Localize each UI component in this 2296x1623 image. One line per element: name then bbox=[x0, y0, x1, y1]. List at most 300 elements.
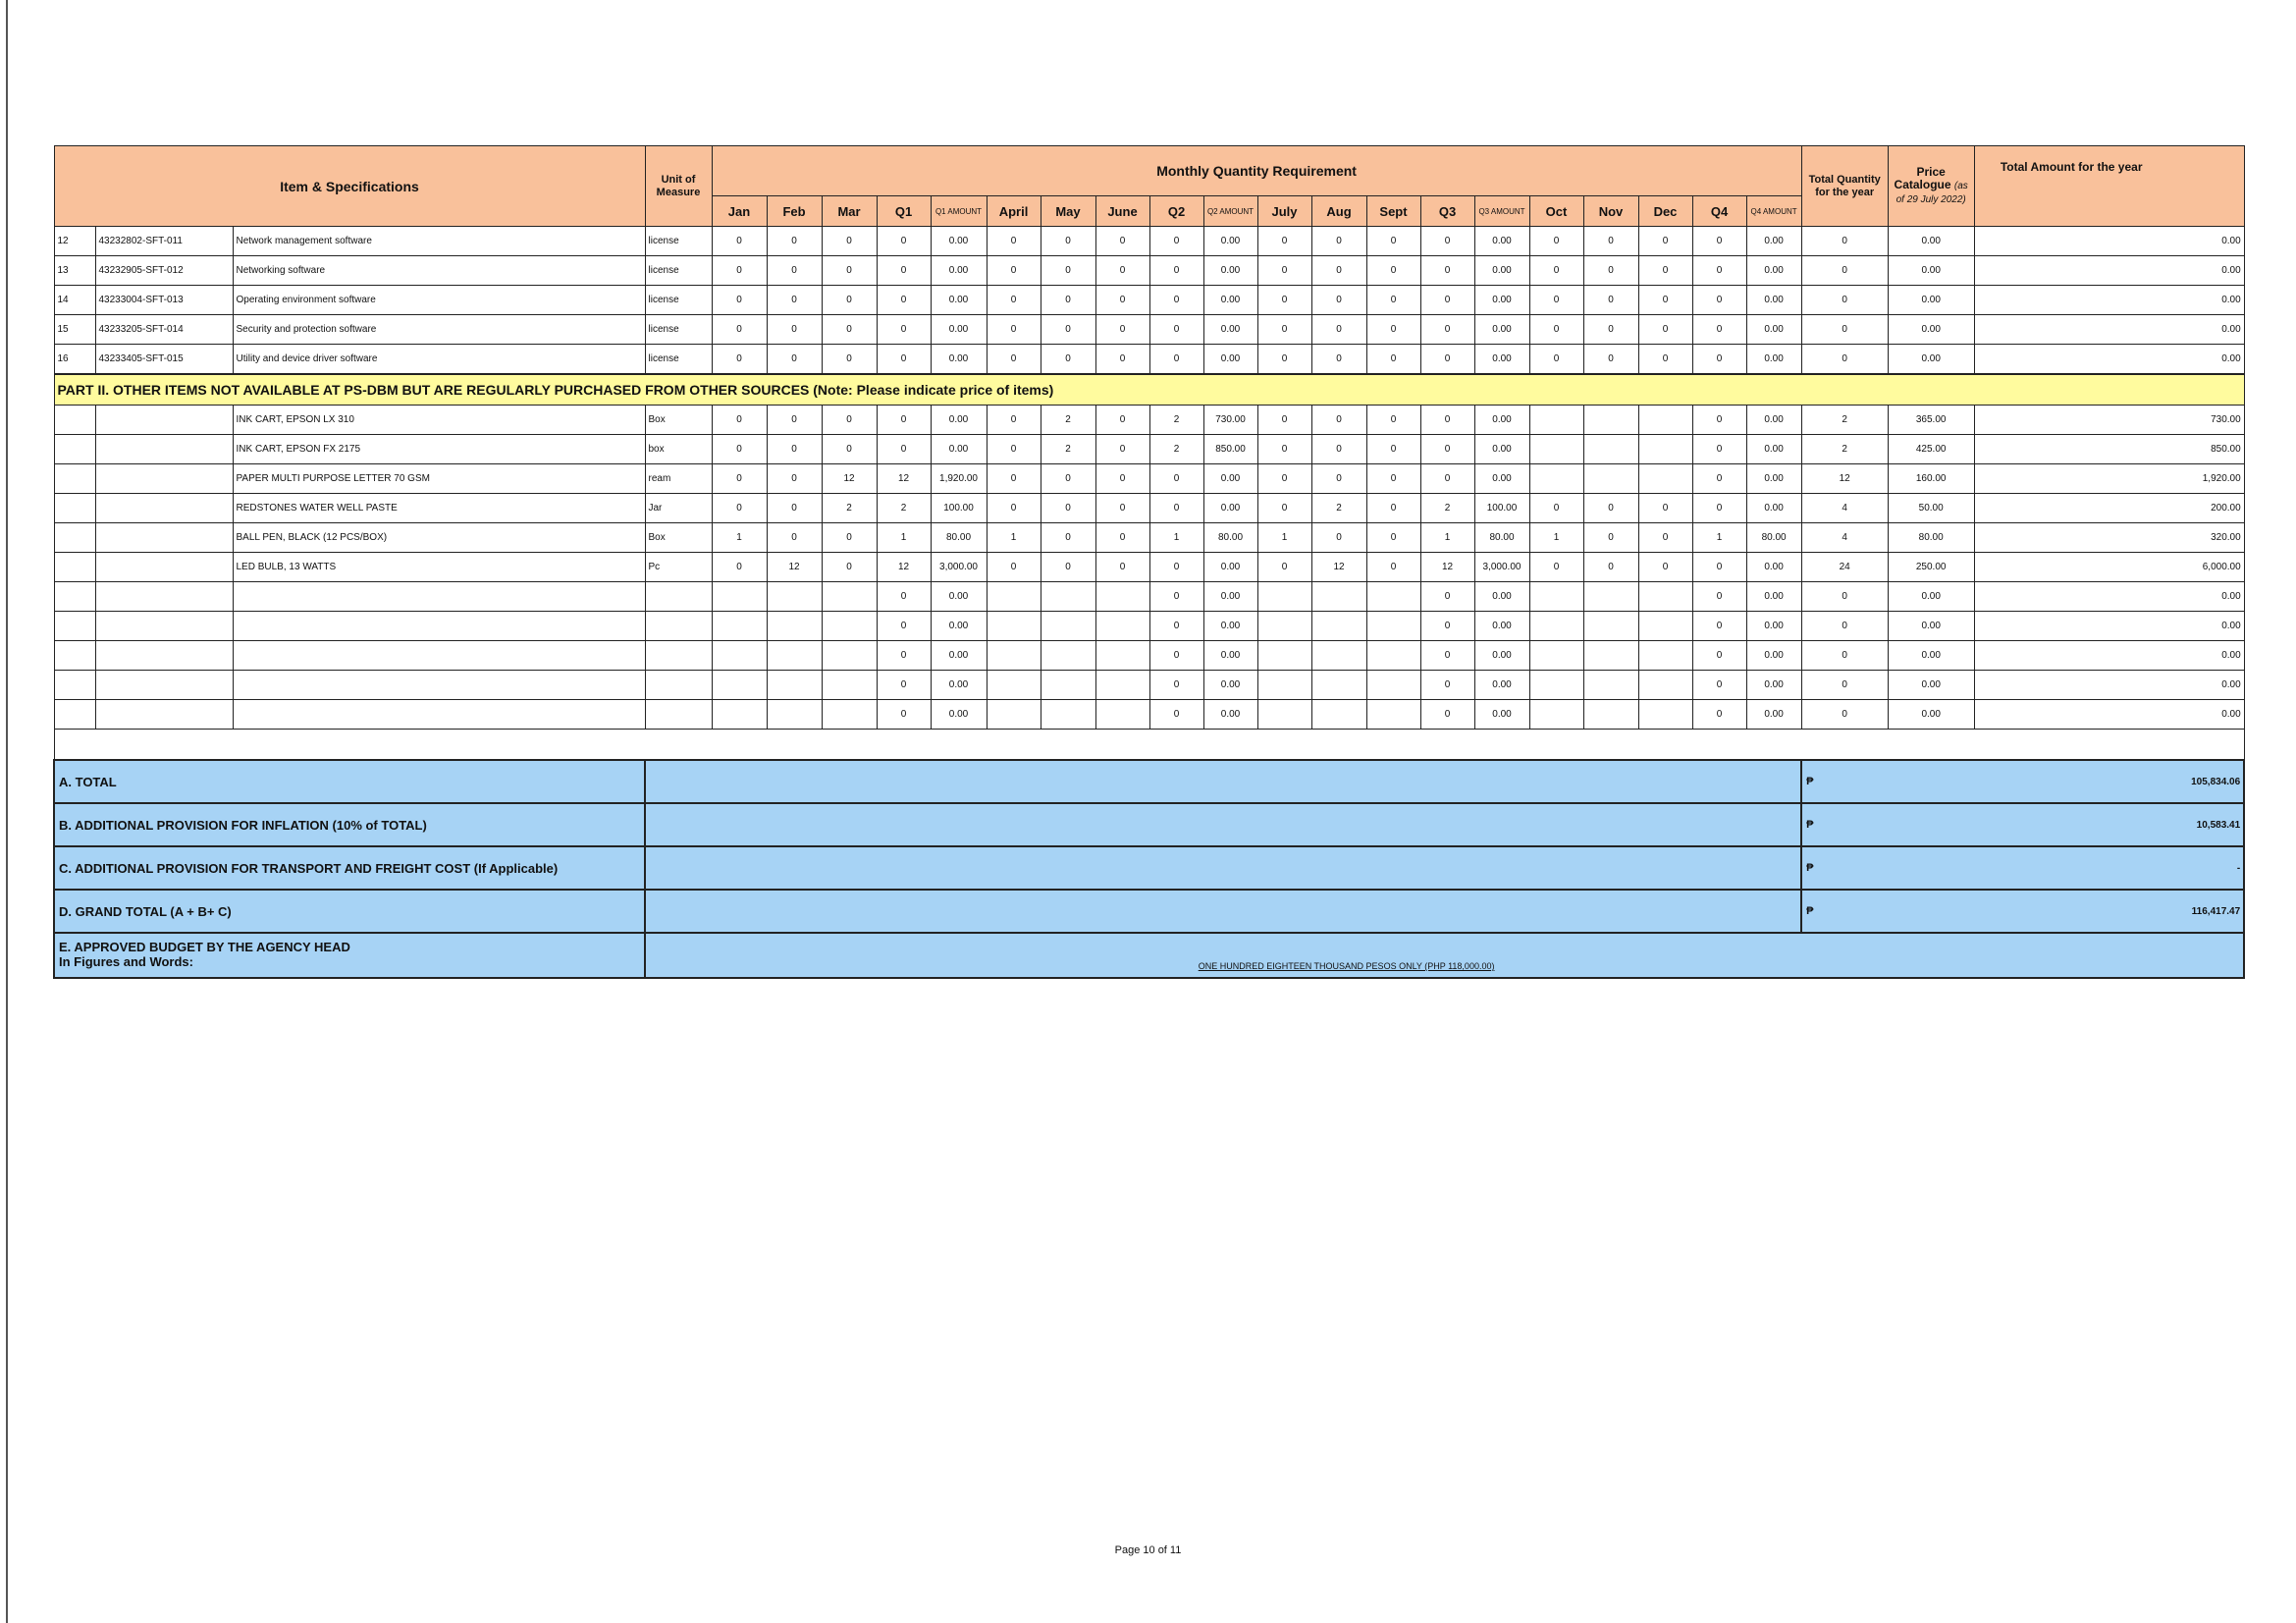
month-value: 12 bbox=[877, 464, 931, 494]
price-value: 0.00 bbox=[1888, 612, 1974, 641]
month-value: 0 bbox=[822, 286, 877, 315]
month-value: 0 bbox=[1149, 671, 1203, 700]
month-value: 0.00 bbox=[1746, 464, 1801, 494]
month-value: 0 bbox=[1583, 345, 1638, 375]
row-number-blank bbox=[54, 494, 95, 523]
month-value: 0 bbox=[877, 582, 931, 612]
month-value: 0.00 bbox=[1203, 315, 1257, 345]
month-value: 0 bbox=[987, 464, 1041, 494]
month-value: 0 bbox=[1257, 315, 1311, 345]
month-value: 0 bbox=[1420, 641, 1474, 671]
month-value: 0 bbox=[767, 227, 822, 256]
month-value: 0 bbox=[1257, 553, 1311, 582]
month-header-1: Feb bbox=[767, 196, 822, 227]
approved-budget-line1: E. APPROVED BUDGET BY THE AGENCY HEAD bbox=[59, 940, 350, 954]
month-value: 0 bbox=[987, 286, 1041, 315]
month-value bbox=[1638, 464, 1692, 494]
month-value bbox=[822, 612, 877, 641]
month-value: 0 bbox=[767, 256, 822, 286]
month-value: 0.00 bbox=[1474, 345, 1529, 375]
month-value: 0 bbox=[767, 345, 822, 375]
month-value: 0 bbox=[1041, 227, 1095, 256]
item-spec-header: Item & Specifications bbox=[54, 146, 645, 227]
month-value bbox=[1366, 582, 1420, 612]
unit-header: Unit of Measure bbox=[645, 146, 712, 227]
transport-c-blank bbox=[645, 846, 1801, 890]
item-code: 43233004-SFT-013 bbox=[95, 286, 233, 315]
month-value bbox=[822, 582, 877, 612]
month-value: 0 bbox=[877, 315, 931, 345]
month-value: 0 bbox=[1692, 435, 1746, 464]
month-value bbox=[1583, 700, 1638, 730]
month-value: 0.00 bbox=[931, 256, 987, 286]
month-value bbox=[767, 582, 822, 612]
unit-of-measure bbox=[645, 700, 712, 730]
month-header-0: Jan bbox=[712, 196, 767, 227]
month-value: 0.00 bbox=[1203, 256, 1257, 286]
month-value bbox=[822, 671, 877, 700]
month-value bbox=[1257, 641, 1311, 671]
month-value: 0.00 bbox=[1203, 553, 1257, 582]
month-value: 0 bbox=[1257, 345, 1311, 375]
table-row bbox=[54, 612, 2244, 641]
month-value bbox=[1529, 671, 1583, 700]
item-description: Utility and device driver software bbox=[233, 345, 645, 375]
grand-total-d-value: 116,417.47 bbox=[1888, 890, 2244, 933]
month-value: 0 bbox=[822, 406, 877, 435]
total-quantity: 4 bbox=[1801, 494, 1888, 523]
month-value: 0 bbox=[1366, 286, 1420, 315]
month-value bbox=[1638, 582, 1692, 612]
month-value: 0 bbox=[1095, 523, 1149, 553]
month-value: 0 bbox=[767, 435, 822, 464]
month-value: 0 bbox=[877, 345, 931, 375]
month-value: 0 bbox=[1311, 464, 1366, 494]
month-value: 0 bbox=[1692, 612, 1746, 641]
month-value: 0 bbox=[1149, 553, 1203, 582]
month-value: 0 bbox=[1692, 256, 1746, 286]
month-value: 0 bbox=[712, 553, 767, 582]
inflation-b-peso: ₱ bbox=[1801, 803, 1888, 846]
month-value: 0 bbox=[1692, 494, 1746, 523]
month-value: 0 bbox=[1366, 523, 1420, 553]
month-value: 0.00 bbox=[931, 435, 987, 464]
month-value: 3,000.00 bbox=[1474, 553, 1529, 582]
row-number: 15 bbox=[54, 315, 95, 345]
total-amount: 0.00 bbox=[1974, 641, 2244, 671]
month-value: 0.00 bbox=[1474, 582, 1529, 612]
item-description bbox=[233, 671, 645, 700]
month-value: 0 bbox=[1366, 553, 1420, 582]
unit-of-measure: license bbox=[645, 345, 712, 375]
month-value: 0 bbox=[1095, 435, 1149, 464]
total-quantity: 2 bbox=[1801, 406, 1888, 435]
month-value: 0 bbox=[767, 523, 822, 553]
month-value: 0 bbox=[1149, 286, 1203, 315]
month-value: 0 bbox=[1420, 227, 1474, 256]
table-row bbox=[54, 227, 2244, 256]
month-header-6: May bbox=[1041, 196, 1095, 227]
month-value bbox=[1638, 700, 1692, 730]
unit-of-measure bbox=[645, 641, 712, 671]
item-code: 43232905-SFT-012 bbox=[95, 256, 233, 286]
month-value: 0 bbox=[1692, 582, 1746, 612]
unit-of-measure: ream bbox=[645, 464, 712, 494]
month-value: 12 bbox=[877, 553, 931, 582]
month-value: 0 bbox=[712, 345, 767, 375]
part2-title: PART II. OTHER ITEMS NOT AVAILABLE AT PS-DBM BUT ARE REGULARLY PURCHASED FROM OTHER SOURCES (Note: Please indicate price of items) bbox=[54, 374, 2244, 406]
month-value: 0 bbox=[1420, 582, 1474, 612]
monthly-requirement-header: Monthly Quantity Requirement bbox=[712, 146, 1801, 196]
price-date-note: (as of 29 July 2022) bbox=[1896, 181, 1968, 205]
month-value: 0 bbox=[1257, 286, 1311, 315]
month-value bbox=[1257, 612, 1311, 641]
month-header-16: Nov bbox=[1583, 196, 1638, 227]
month-value: 0 bbox=[1529, 553, 1583, 582]
month-value: 0 bbox=[712, 227, 767, 256]
month-value: 0 bbox=[1692, 700, 1746, 730]
month-value: 0 bbox=[1095, 256, 1149, 286]
month-value bbox=[1583, 582, 1638, 612]
month-value: 0.00 bbox=[1474, 406, 1529, 435]
month-value: 0 bbox=[1149, 494, 1203, 523]
month-value bbox=[1529, 612, 1583, 641]
month-value: 0 bbox=[1095, 464, 1149, 494]
total-amount: 0.00 bbox=[1974, 345, 2244, 375]
month-value bbox=[1257, 582, 1311, 612]
month-value: 0 bbox=[712, 464, 767, 494]
month-value: 0 bbox=[877, 435, 931, 464]
table-row bbox=[54, 315, 2244, 345]
month-value: 0 bbox=[1095, 345, 1149, 375]
month-value: 730.00 bbox=[1203, 406, 1257, 435]
month-value: 2 bbox=[877, 494, 931, 523]
month-value: 0 bbox=[987, 553, 1041, 582]
month-value bbox=[1311, 700, 1366, 730]
month-value bbox=[1095, 700, 1149, 730]
month-value bbox=[1583, 641, 1638, 671]
month-value: 0 bbox=[877, 227, 931, 256]
month-value bbox=[1583, 464, 1638, 494]
month-value bbox=[987, 612, 1041, 641]
month-header-13: Q3 bbox=[1420, 196, 1474, 227]
month-value bbox=[1311, 612, 1366, 641]
month-value: 0 bbox=[1692, 553, 1746, 582]
month-value: 0.00 bbox=[931, 315, 987, 345]
month-value: 0 bbox=[1420, 464, 1474, 494]
month-value: 0 bbox=[1041, 494, 1095, 523]
item-description bbox=[233, 582, 645, 612]
month-value: 0 bbox=[1149, 345, 1203, 375]
row-number-blank bbox=[54, 700, 95, 730]
month-value: 0.00 bbox=[931, 700, 987, 730]
month-value: 0 bbox=[712, 406, 767, 435]
month-value: 0.00 bbox=[931, 582, 987, 612]
month-value: 0 bbox=[1583, 256, 1638, 286]
row-number-blank bbox=[54, 464, 95, 494]
month-value: 0.00 bbox=[1474, 435, 1529, 464]
month-value: 0.00 bbox=[1474, 671, 1529, 700]
month-value: 2 bbox=[1420, 494, 1474, 523]
item-code-blank bbox=[95, 523, 233, 553]
month-value: 0 bbox=[877, 700, 931, 730]
unit-of-measure: license bbox=[645, 315, 712, 345]
month-value bbox=[1366, 671, 1420, 700]
transport-c-peso: ₱ bbox=[1801, 846, 1888, 890]
month-value: 0 bbox=[1311, 256, 1366, 286]
month-value bbox=[712, 641, 767, 671]
month-value: 1 bbox=[987, 523, 1041, 553]
month-value bbox=[1638, 435, 1692, 464]
price-header-label: Price Catalogue bbox=[1894, 165, 1951, 191]
month-value: 0 bbox=[822, 315, 877, 345]
total-a-value: 105,834.06 bbox=[1888, 760, 2244, 803]
month-value: 0 bbox=[1366, 435, 1420, 464]
month-value: 0.00 bbox=[1746, 256, 1801, 286]
month-value: 0 bbox=[822, 227, 877, 256]
total-a-blank bbox=[645, 760, 1801, 803]
month-value: 0 bbox=[1366, 315, 1420, 345]
month-value: 0 bbox=[1149, 641, 1203, 671]
month-value: 0 bbox=[1420, 345, 1474, 375]
month-value: 0 bbox=[1257, 227, 1311, 256]
month-value: 0 bbox=[1366, 494, 1420, 523]
month-value: 0 bbox=[767, 406, 822, 435]
price-value: 0.00 bbox=[1888, 582, 1974, 612]
month-value bbox=[1311, 582, 1366, 612]
month-header-2: Mar bbox=[822, 196, 877, 227]
month-value: 0 bbox=[1095, 406, 1149, 435]
month-value: 0 bbox=[1420, 315, 1474, 345]
month-value bbox=[1095, 612, 1149, 641]
unit-of-measure: license bbox=[645, 256, 712, 286]
total-amount: 730.00 bbox=[1974, 406, 2244, 435]
unit-of-measure: Box bbox=[645, 523, 712, 553]
table-row bbox=[54, 256, 2244, 286]
month-value: 0 bbox=[1692, 464, 1746, 494]
scan-edge-line bbox=[6, 0, 8, 1623]
month-value: 0 bbox=[712, 494, 767, 523]
month-value: 0 bbox=[877, 256, 931, 286]
table-row bbox=[54, 494, 2244, 523]
month-value bbox=[1638, 406, 1692, 435]
row-number-blank bbox=[54, 641, 95, 671]
month-value bbox=[1311, 641, 1366, 671]
month-value: 0.00 bbox=[1746, 406, 1801, 435]
month-value bbox=[1257, 671, 1311, 700]
month-value: 0 bbox=[1095, 494, 1149, 523]
month-value: 2 bbox=[822, 494, 877, 523]
month-value: 0.00 bbox=[931, 286, 987, 315]
month-value: 850.00 bbox=[1203, 435, 1257, 464]
month-header-8: Q2 bbox=[1149, 196, 1203, 227]
month-value: 0.00 bbox=[1203, 494, 1257, 523]
month-header-12: Sept bbox=[1366, 196, 1420, 227]
price-value: 0.00 bbox=[1888, 315, 1974, 345]
month-header-15: Oct bbox=[1529, 196, 1583, 227]
total-quantity: 0 bbox=[1801, 612, 1888, 641]
table-row bbox=[54, 464, 2244, 494]
transport-c-label: C. ADDITIONAL PROVISION FOR TRANSPORT AND FREIGHT COST (If Applicable) bbox=[54, 846, 645, 890]
month-value: 3,000.00 bbox=[931, 553, 987, 582]
total-quantity: 0 bbox=[1801, 345, 1888, 375]
approved-budget-words: ONE HUNDRED EIGHTEEN THOUSAND PESOS ONLY (PHP 118,000.00) bbox=[1198, 961, 1495, 971]
month-value: 0 bbox=[1529, 494, 1583, 523]
month-value bbox=[1257, 700, 1311, 730]
month-value bbox=[1095, 641, 1149, 671]
month-value: 0 bbox=[877, 286, 931, 315]
month-value: 0.00 bbox=[1746, 671, 1801, 700]
month-value: 0 bbox=[767, 464, 822, 494]
month-value: 0 bbox=[1149, 464, 1203, 494]
month-value: 0 bbox=[767, 315, 822, 345]
month-value: 0 bbox=[987, 256, 1041, 286]
total-amount: 0.00 bbox=[1974, 582, 2244, 612]
month-value: 0 bbox=[1041, 523, 1095, 553]
unit-of-measure bbox=[645, 612, 712, 641]
month-value: 0.00 bbox=[1203, 227, 1257, 256]
month-value: 0 bbox=[877, 406, 931, 435]
month-value: 0.00 bbox=[1746, 227, 1801, 256]
month-value: 0 bbox=[1257, 464, 1311, 494]
month-value: 0 bbox=[1583, 553, 1638, 582]
row-number: 14 bbox=[54, 286, 95, 315]
month-value: 0 bbox=[1149, 256, 1203, 286]
table-row bbox=[54, 641, 2244, 671]
month-value: 0 bbox=[822, 256, 877, 286]
month-value: 2 bbox=[1149, 435, 1203, 464]
approved-budget-e-text bbox=[59, 934, 641, 969]
month-value bbox=[1095, 671, 1149, 700]
month-value bbox=[987, 582, 1041, 612]
month-value: 0 bbox=[1041, 315, 1095, 345]
month-value: 0 bbox=[1420, 671, 1474, 700]
row-number-blank bbox=[54, 406, 95, 435]
item-description: Operating environment software bbox=[233, 286, 645, 315]
total-amount: 1,920.00 bbox=[1974, 464, 2244, 494]
month-value bbox=[1041, 612, 1095, 641]
month-value: 0 bbox=[1692, 641, 1746, 671]
month-value: 0 bbox=[1692, 671, 1746, 700]
month-value: 0 bbox=[1529, 286, 1583, 315]
month-header-19: Q4 AMOUNT bbox=[1746, 196, 1801, 227]
month-value: 0.00 bbox=[1203, 612, 1257, 641]
total-amount: 0.00 bbox=[1974, 286, 2244, 315]
month-value: 0.00 bbox=[1203, 700, 1257, 730]
month-value: 1 bbox=[1529, 523, 1583, 553]
month-value bbox=[1529, 700, 1583, 730]
month-value: 0 bbox=[1692, 286, 1746, 315]
month-value: 0.00 bbox=[1474, 641, 1529, 671]
table-row bbox=[54, 582, 2244, 612]
month-value bbox=[1638, 612, 1692, 641]
month-value: 0 bbox=[1311, 315, 1366, 345]
month-value: 0 bbox=[1638, 227, 1692, 256]
month-value: 0 bbox=[767, 286, 822, 315]
item-description: Network management software bbox=[233, 227, 645, 256]
month-value: 0 bbox=[1257, 406, 1311, 435]
month-value: 0 bbox=[712, 256, 767, 286]
month-value: 0 bbox=[1149, 700, 1203, 730]
month-value: 0 bbox=[1366, 464, 1420, 494]
month-value: 0 bbox=[1095, 315, 1149, 345]
row-number-blank bbox=[54, 612, 95, 641]
unit-of-measure bbox=[645, 582, 712, 612]
month-value bbox=[1638, 671, 1692, 700]
approved-budget-words-cell bbox=[645, 933, 2244, 978]
month-value: 0 bbox=[1692, 406, 1746, 435]
ppmp-table bbox=[53, 145, 2245, 979]
month-value bbox=[1529, 406, 1583, 435]
month-value: 0 bbox=[1529, 345, 1583, 375]
total-a-peso: ₱ bbox=[1801, 760, 1888, 803]
month-value: 0 bbox=[712, 435, 767, 464]
month-value bbox=[767, 671, 822, 700]
item-description: INK CART, EPSON FX 2175 bbox=[233, 435, 645, 464]
item-code-blank bbox=[95, 671, 233, 700]
month-header-4: Q1 AMOUNT bbox=[931, 196, 987, 227]
month-value bbox=[1638, 641, 1692, 671]
month-value bbox=[822, 641, 877, 671]
month-value: 0 bbox=[1041, 286, 1095, 315]
month-value bbox=[1529, 464, 1583, 494]
total-quantity: 0 bbox=[1801, 286, 1888, 315]
month-value: 0 bbox=[987, 227, 1041, 256]
month-value: 0.00 bbox=[931, 641, 987, 671]
month-value: 100.00 bbox=[1474, 494, 1529, 523]
month-value: 0 bbox=[1311, 345, 1366, 375]
total-quantity: 4 bbox=[1801, 523, 1888, 553]
month-value: 12 bbox=[767, 553, 822, 582]
month-value bbox=[987, 641, 1041, 671]
month-value: 0 bbox=[987, 435, 1041, 464]
item-description: REDSTONES WATER WELL PASTE bbox=[233, 494, 645, 523]
price-value: 160.00 bbox=[1888, 464, 1974, 494]
month-value: 0 bbox=[767, 494, 822, 523]
month-value: 0 bbox=[1041, 256, 1095, 286]
row-number-blank bbox=[54, 671, 95, 700]
month-value bbox=[1041, 700, 1095, 730]
month-value: 80.00 bbox=[1203, 523, 1257, 553]
item-description: PAPER MULTI PURPOSE LETTER 70 GSM bbox=[233, 464, 645, 494]
month-value: 2 bbox=[1041, 406, 1095, 435]
unit-of-measure: Box bbox=[645, 406, 712, 435]
month-value: 0 bbox=[1529, 256, 1583, 286]
price-catalogue-header bbox=[1888, 146, 1974, 227]
month-value bbox=[1041, 671, 1095, 700]
month-value: 0 bbox=[1149, 227, 1203, 256]
month-value: 0 bbox=[1095, 553, 1149, 582]
price-value: 0.00 bbox=[1888, 641, 1974, 671]
price-value: 0.00 bbox=[1888, 227, 1974, 256]
price-value: 50.00 bbox=[1888, 494, 1974, 523]
total-quantity: 12 bbox=[1801, 464, 1888, 494]
approved-budget-e-label bbox=[54, 933, 645, 978]
month-value: 0 bbox=[1311, 286, 1366, 315]
month-value: 0 bbox=[1583, 315, 1638, 345]
month-value bbox=[1095, 582, 1149, 612]
total-amount-header: Total Amount for the year bbox=[1974, 146, 2244, 227]
item-code: 43233405-SFT-015 bbox=[95, 345, 233, 375]
page-number: Page 10 of 11 bbox=[1114, 1544, 1182, 1556]
grand-total-d-label: D. GRAND TOTAL (A + B+ C) bbox=[54, 890, 645, 933]
month-value: 0 bbox=[712, 315, 767, 345]
month-value bbox=[1041, 582, 1095, 612]
month-value: 0.00 bbox=[1203, 286, 1257, 315]
table-row bbox=[54, 435, 2244, 464]
unit-of-measure: license bbox=[645, 286, 712, 315]
inflation-b-label: B. ADDITIONAL PROVISION FOR INFLATION (10% of TOTAL) bbox=[54, 803, 645, 846]
